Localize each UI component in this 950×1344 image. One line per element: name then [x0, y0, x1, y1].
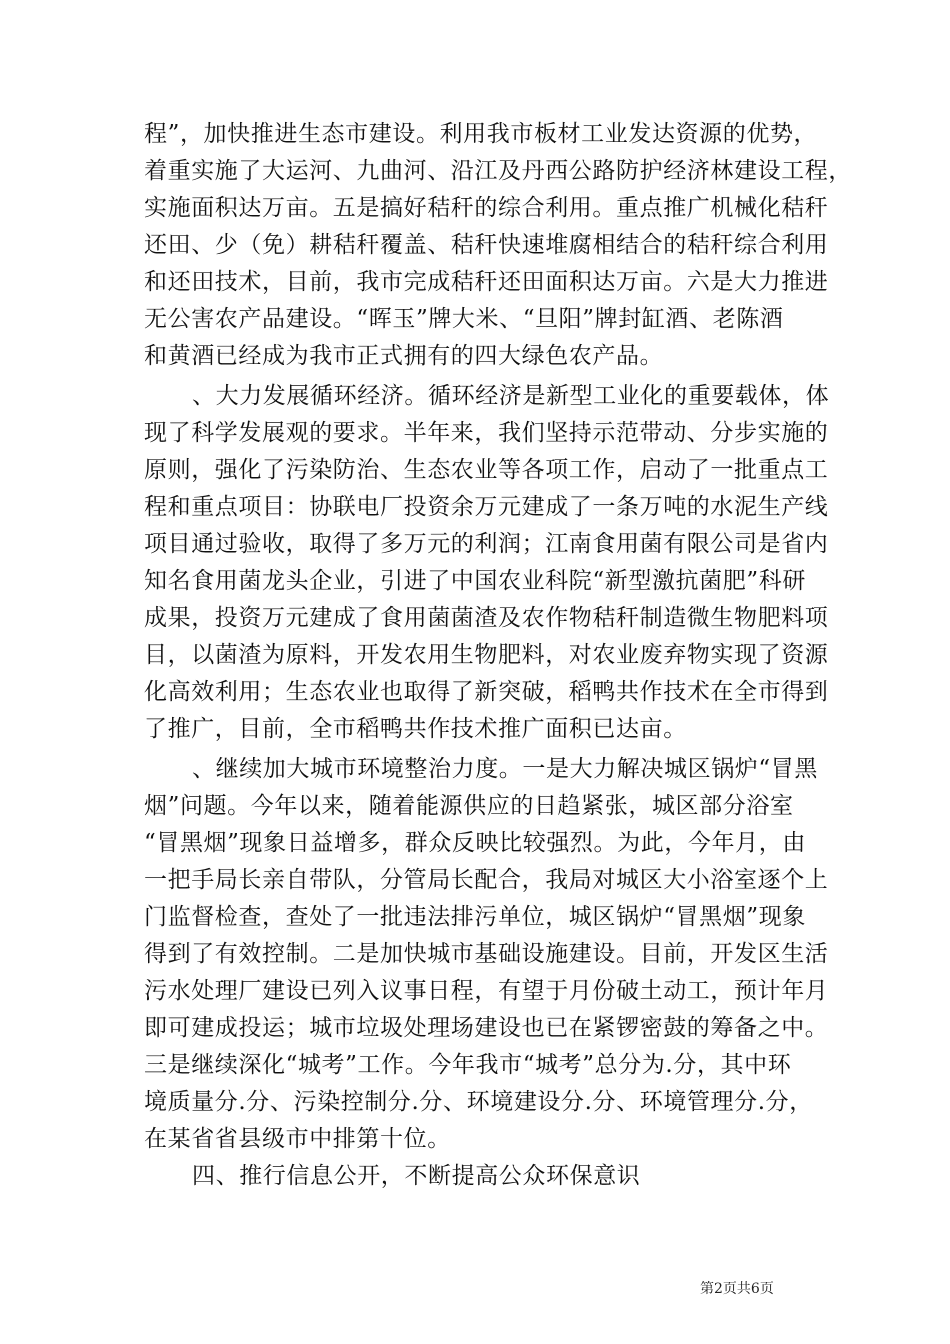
text-line: 化高效利用；生态农业也取得了新突破，稻鸭共作技术在全市得到 — [144, 679, 829, 705]
text-line: “冒黑烟”现象日益增多，群众反映比较强烈。为此，今年月，由 — [144, 830, 806, 856]
text-line: 项目通过验收，取得了多万元的利润；江南食用菌有限公司是省内 — [144, 531, 829, 557]
text-line: 着重实施了大运河、九曲河、沿江及丹西公路防护经济林建设工程， — [144, 158, 852, 184]
text-line: 在某省省县级市中排第十位。 — [144, 1126, 451, 1152]
text-line: 、大力发展循环经济。循环经济是新型工业化的重要载体，体 — [192, 383, 830, 409]
text-line: 烟”问题。今年以来，随着能源供应的日趋紧张，城区部分浴室 — [144, 793, 794, 819]
text-line: 三是继续深化“城考”工作。今年我市“城考”总分为.分，其中环 — [144, 1052, 792, 1078]
text-line: 污水处理厂建设已列入议事日程，有望于月份破土动工，预计年月 — [144, 978, 829, 1004]
text-line: 、继续加大城市环境整治力度。一是大力解决城区锅炉“冒黑 — [192, 756, 818, 782]
text-line: 程和重点项目：协联电厂投资余万元建成了一条万吨的水泥生产线 — [144, 494, 829, 520]
text-line: 程”，加快推进生态市建设。利用我市板材工业发达资源的优势， — [144, 121, 818, 147]
text-line: 和还田技术，目前，我市完成秸秆还田面积达万亩。六是大力推进 — [144, 269, 829, 295]
text-line: 境质量分.分、污染控制分.分、环境建设分.分、环境管理分.分， — [144, 1089, 813, 1115]
page-number: 第2页共6页 — [700, 1281, 774, 1297]
text-line: 了推广，目前，全市稻鸭共作技术推广面积已达亩。 — [144, 716, 687, 742]
text-line: 知名食用菌龙头企业，引进了中国农业科院“新型激抗菌肥”科研 — [144, 568, 806, 594]
text-line: 成果，投资万元建成了食用菌菌渣及农作物秸秆制造微生物肥料项 — [144, 605, 829, 631]
text-line: 门监督检查，查处了一批违法排污单位，城区锅炉“冒黑烟”现象 — [144, 904, 806, 930]
section-heading: 四、推行信息公开，不断提高公众环保意识 — [192, 1163, 641, 1189]
text-line: 现了科学发展观的要求。半年来，我们坚持示范带动、分步实施的 — [144, 420, 829, 446]
text-line: 得到了有效控制。二是加快城市基础设施建设。目前，开发区生活 — [144, 941, 829, 967]
text-line: 无公害农产品建设。“晖玉”牌大米、“旦阳”牌封缸酒、老陈酒 — [144, 306, 784, 332]
text-line: 实施面积达万亩。五是搞好秸秆的综合利用。重点推广机械化秸秆 — [144, 195, 829, 221]
text-line: 原则，强化了污染防治、生态农业等各项工作，启动了一批重点工 — [144, 457, 829, 483]
text-line: 和黄酒已经成为我市正式拥有的四大绿色农产品。 — [144, 343, 664, 369]
text-line: 一把手局长亲自带队，分管局长配合，我局对城区大小浴室逐个上 — [144, 867, 829, 893]
text-line: 目，以菌渣为原料，开发农用生物肥料，对农业废弃物实现了资源 — [144, 642, 829, 668]
text-line: 即可建成投运；城市垃圾处理场建设也已在紧锣密鼓的筹备之中。 — [144, 1015, 829, 1041]
text-line: 还田、少（免）耕秸秆覆盖、秸秆快速堆腐相结合的秸秆综合利用 — [144, 232, 829, 258]
